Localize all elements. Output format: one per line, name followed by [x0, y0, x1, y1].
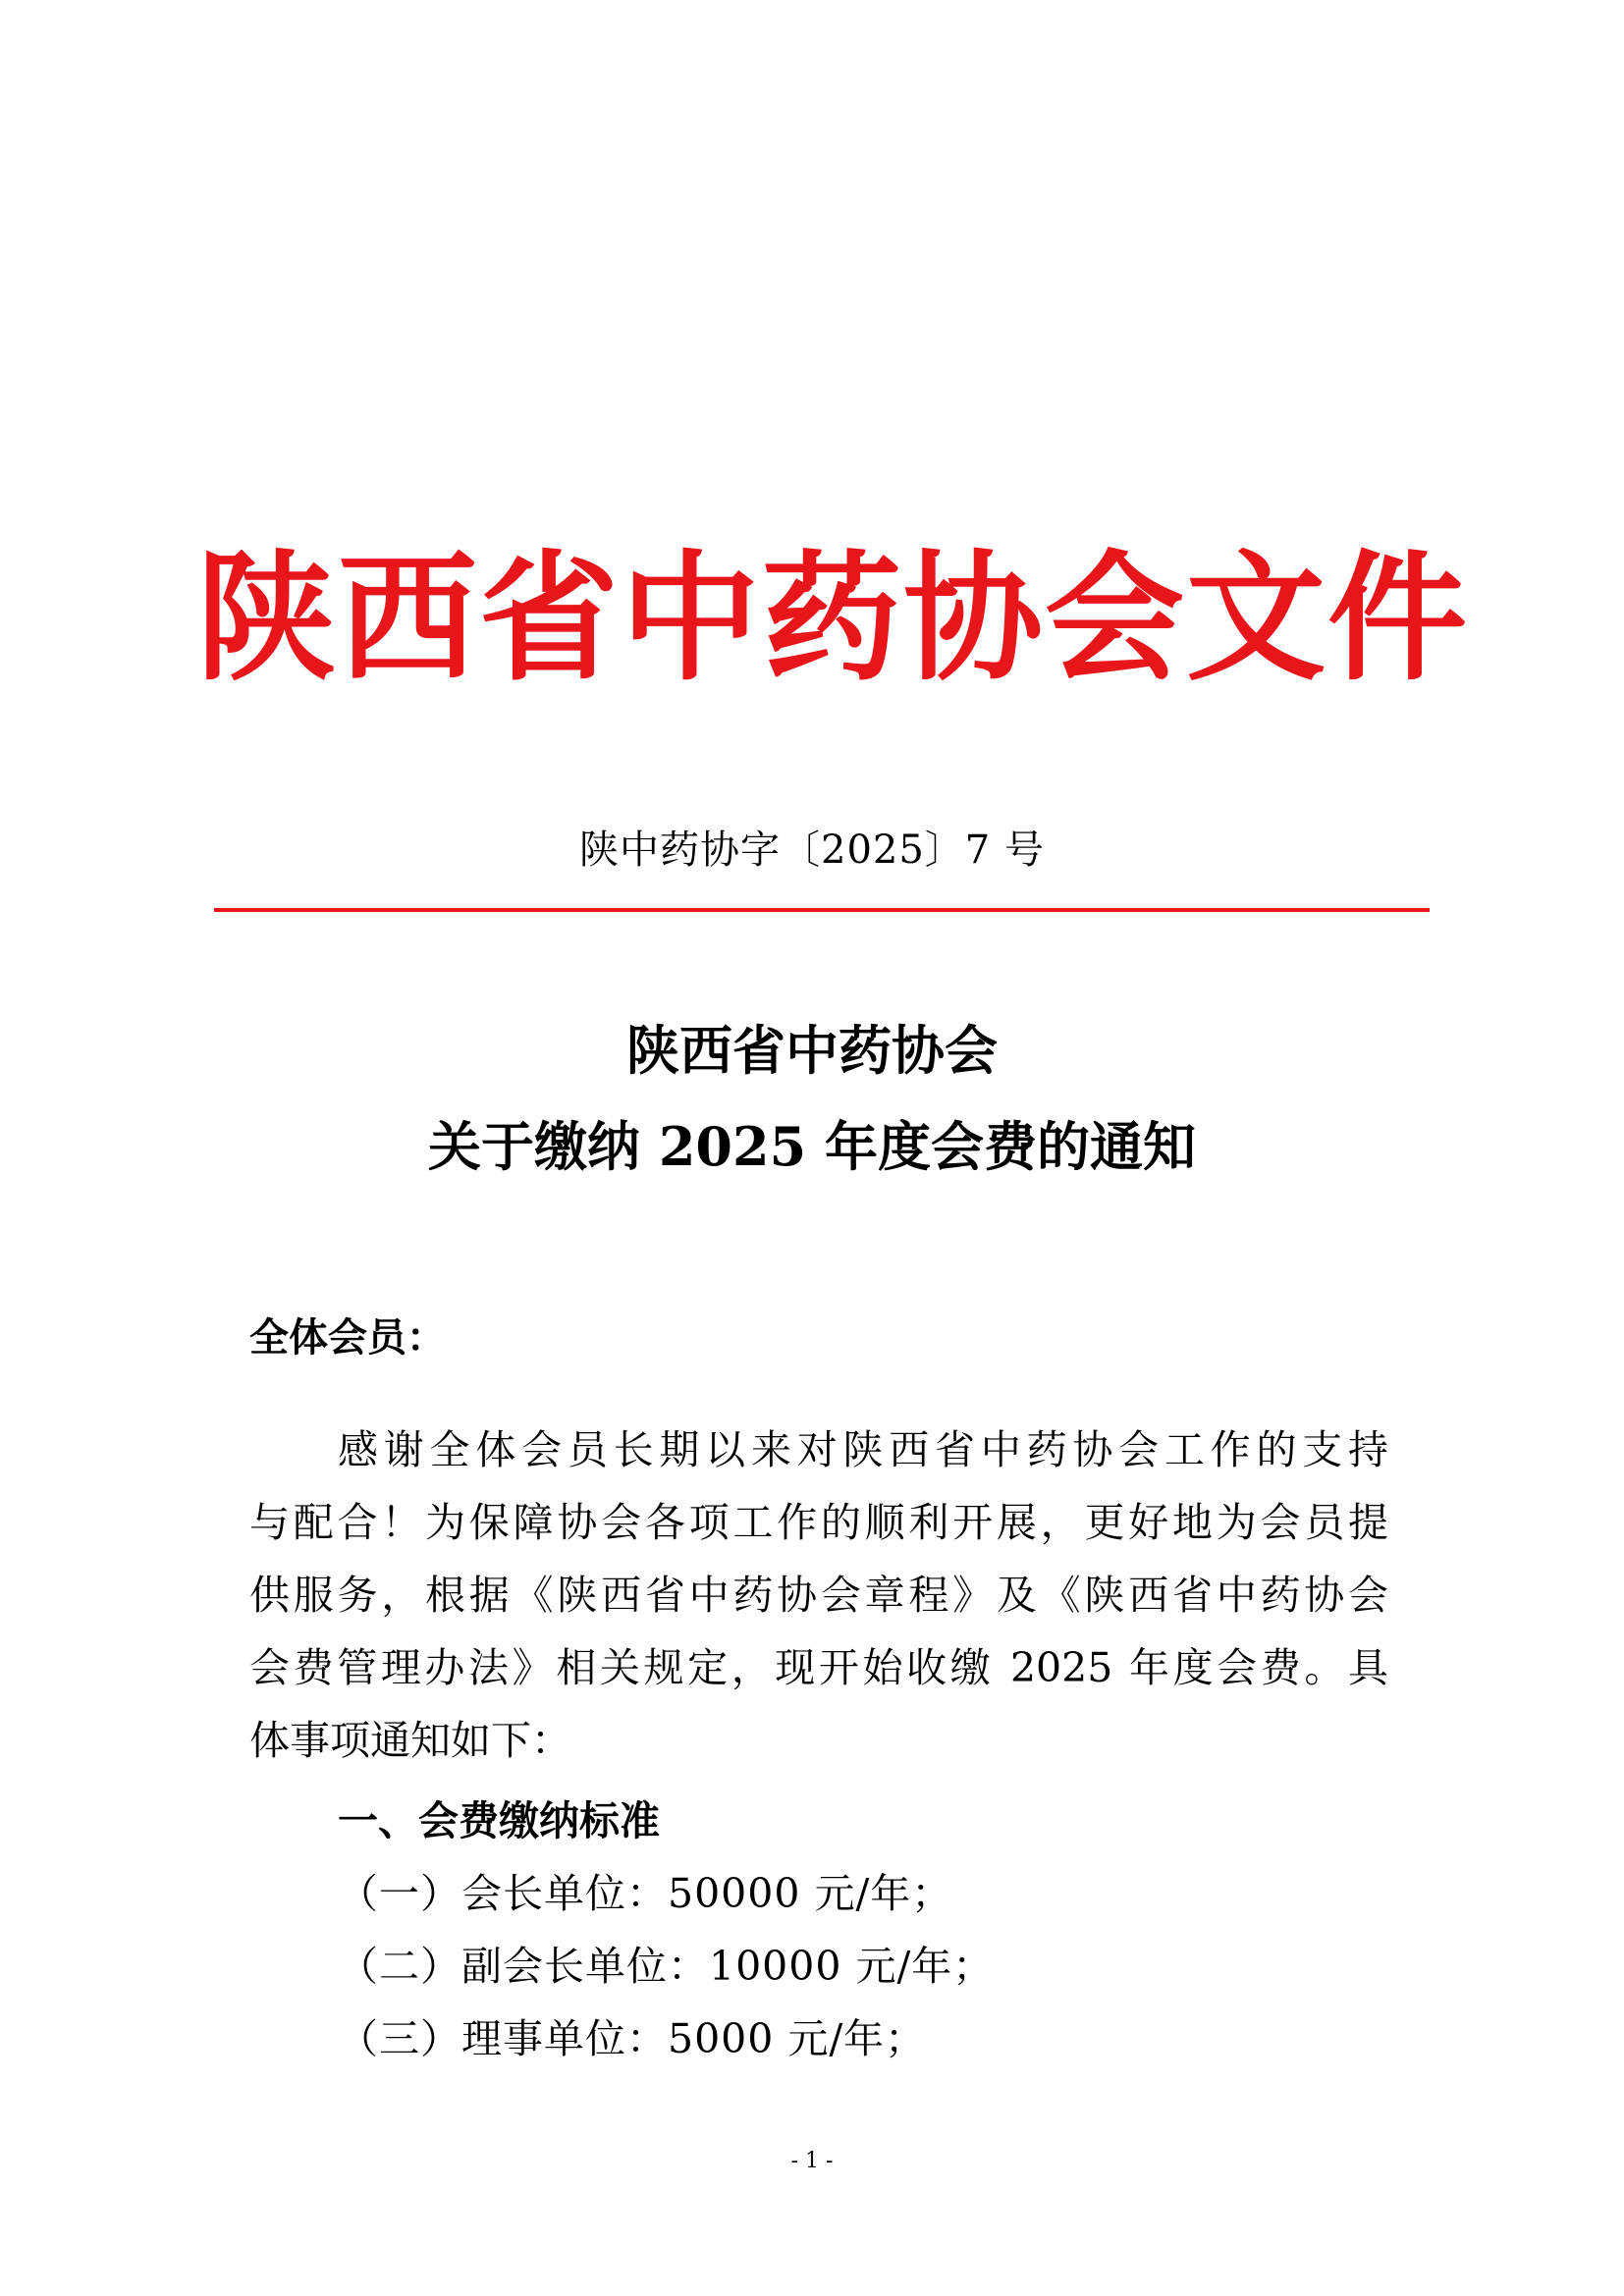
fee-item-director: （三）理事单位：5000 元/年； [338, 2015, 927, 2062]
fee-item-president: （一）会长单位：50000 元/年； [338, 1870, 953, 1917]
fee-item-vice-president: （二）副会长单位：10000 元/年； [338, 1943, 995, 1990]
paragraph-line: 体事项通知如下： [249, 1717, 571, 1764]
notice-title-line-1: 陕西省中药协会 [626, 1019, 998, 1082]
section-heading-fee-standard: 一、会费缴纳标准 [338, 1797, 660, 1844]
red-divider-line [214, 908, 1430, 912]
paragraph-line: 会费管理办法》相关规定，现开始收缴 2025 年度会费。具 [249, 1644, 1388, 1691]
paragraph-line: 感谢全体会员长期以来对陕西省中药协会工作的支持 [338, 1426, 1388, 1473]
page-number: - 1 - [790, 2149, 834, 2173]
document-header-title: 陕西省中药协会文件 [196, 537, 1469, 700]
notice-title-line-2: 关于缴纳 2025 年度会费的通知 [428, 1115, 1196, 1178]
salutation: 全体会员： [249, 1315, 446, 1361]
paragraph-line: 与配合！为保障协会各项工作的顺利开展，更好地为会员提 [249, 1499, 1388, 1546]
document-number: 陕中药协字〔2025〕7 号 [579, 828, 1045, 873]
paragraph-line: 供服务，根据《陕西省中药协会章程》及《陕西省中药协会 [249, 1572, 1388, 1619]
